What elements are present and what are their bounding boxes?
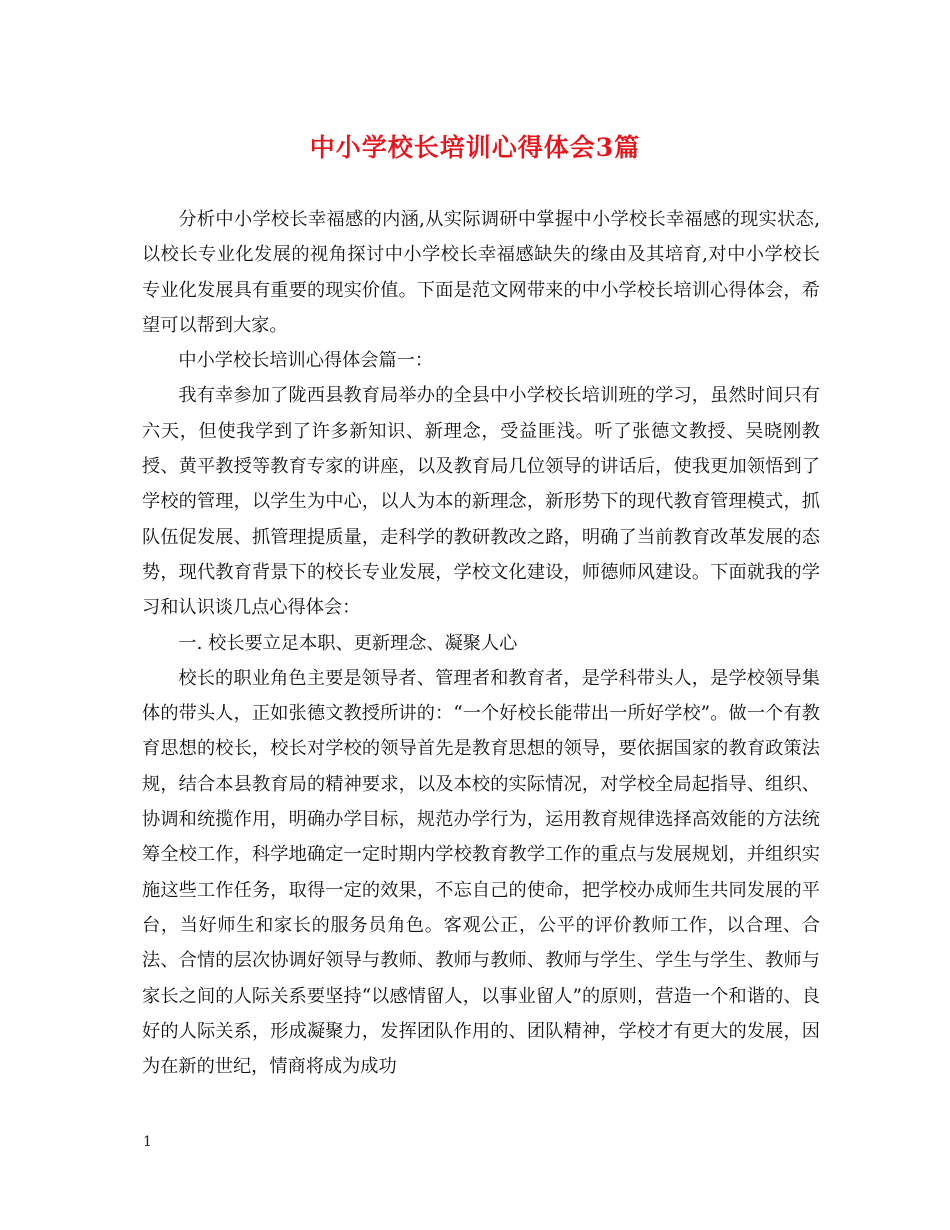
- page-number: 1: [143, 1134, 152, 1150]
- document-title: 中小学校长培训心得体会3篇: [309, 133, 641, 162]
- paragraph-principal-role: 校长的职业角色主要是领导者、管理者和教育者，是学科带头人，是学校领导集体的带头人，正如张德文教授所讲的：“一个好校长能带出一所好学校”。做一个有教育思想的校长，校长对学校的领导首先是教育思想的领导，要依据国家的教育政策法规，结合本县教育局的精神要求，以及本校的实际情况，对学校全局起指导、组织、协调和统揽作用，明确办学目标，规范办学行为，运用教育规律选择高效能的方法统筹全校工作，科学地确定一定时期内学校教育教学工作的重点与发展规划，并组织实施这些工作任务，取得一定的效果，不忘自己的使命，把学校办成师生共同发展的平台，当好师生和家长的服务员角色。客观公正，公平的评价教师工作，以合理、合法、合情的层次协调好领导与教师、教师与教师、教师与学生、学生与学生、教师与家长之间的人际关系要坚持“以感情留人，以事业留人”的原则，营造一个和谐的、良好的人际关系，形成凝聚力，发挥团队作用的、团队精神，学校才有更大的发展，因为在新的世纪，情商将成为成功: [142, 667, 820, 1078]
- paragraph-experience: 我有幸参加了陇西县教育局举办的全县中小学校长培训班的学习，虽然时间只有六天，但使我学到了许多新知识、新理念，受益匪浅。听了张德文教授、吴晓刚教授、黄平教授等教育专家的讲座，以及教育局几位领导的讲话后，使我更加领悟到了学校的管理，以学生为中心，以人为本的新理念，新形势下的现代教育管理模式，抓队伍促发展、抓管理提质量，走科学的教研教改之路，明确了当前教育改革发展的态势，现代教育背景下的校长专业发展，学校文化建设，师德师风建设。下面就我的学习和认识谈几点心得体会：: [142, 385, 820, 619]
- paragraph-section-heading: 一. 校长要立足本职、更新理念、凝聚人心: [178, 632, 518, 654]
- paragraph-intro: 分析中小学校长幸福感的内涵,从实际调研中掌握中小学校长幸福感的现实状态,以校长专业化发展的视角探讨中小学校长幸福感缺失的缘由及其培育,对中小学校长专业化发展具有重要的现实价值。下面是范文网带来的中小学校长培训心得体会，希望可以帮到大家。: [142, 209, 820, 336]
- document-body: [142, 202, 820, 1084]
- paragraph-part-one-heading: 中小学校长培训心得体会篇一：: [178, 350, 434, 372]
